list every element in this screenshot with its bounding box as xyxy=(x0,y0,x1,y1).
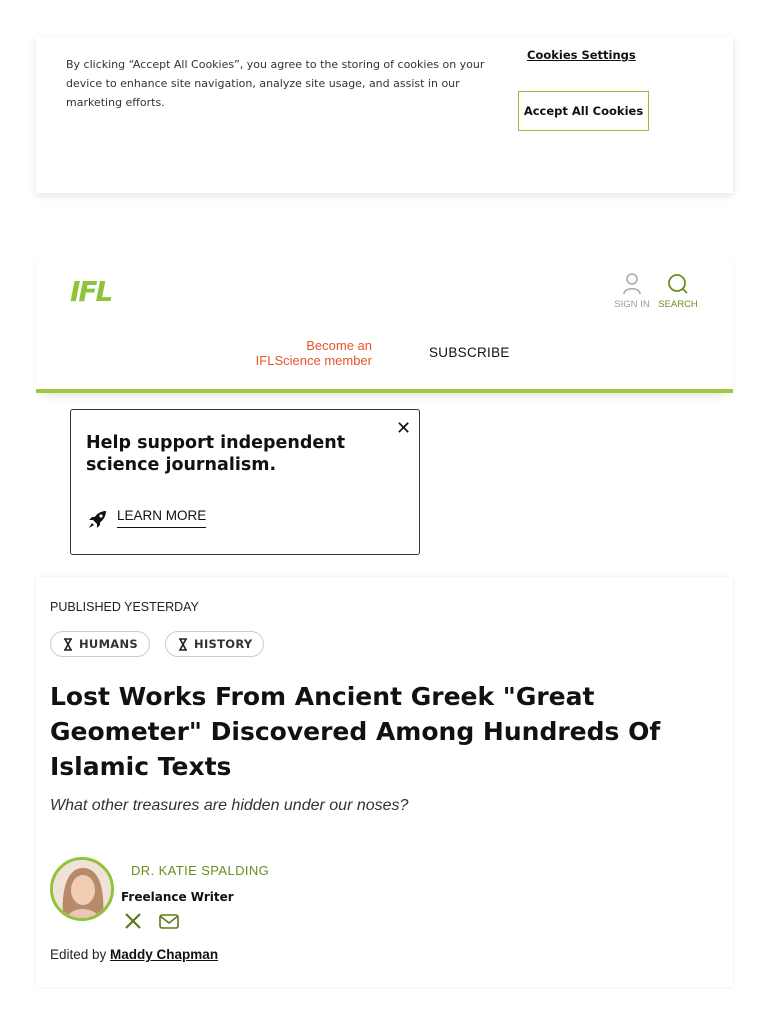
author-name-link[interactable]: DR. KATIE SPALDING xyxy=(131,863,270,878)
editor-link[interactable]: Maddy Chapman xyxy=(110,947,219,962)
hourglass-icon xyxy=(63,638,73,651)
support-box xyxy=(70,409,420,555)
tag-list xyxy=(50,631,264,657)
author-avatar[interactable] xyxy=(50,857,114,921)
tag-humans[interactable] xyxy=(50,631,150,657)
tag-label: HISTORY xyxy=(194,637,253,651)
search-button[interactable] xyxy=(653,273,703,310)
close-icon[interactable]: ✕ xyxy=(396,418,412,439)
learn-more-link[interactable]: LEARN MORE xyxy=(117,508,206,528)
search-label: SEARCH xyxy=(658,299,698,310)
header-accent-bar xyxy=(36,389,733,393)
cookie-text: By clicking “Accept All Cookies”, you agree to the storing of cookies on your device to enhance site navigation, analyze site usage, and assist in our marketing efforts. xyxy=(66,58,485,109)
support-title: Help support independent science journalism. xyxy=(86,433,346,475)
x-twitter-icon[interactable] xyxy=(125,913,141,929)
member-line-2: IFLScience member xyxy=(255,353,372,368)
hourglass-icon xyxy=(178,638,188,651)
edited-by xyxy=(50,947,218,962)
rocket-icon xyxy=(88,509,108,529)
sign-in-button[interactable] xyxy=(612,273,652,310)
mail-icon[interactable] xyxy=(159,914,179,929)
tag-label: HUMANS xyxy=(79,637,139,651)
article-subhead: What other treasures are hidden under our noses? xyxy=(50,797,409,814)
edited-by-prefix: Edited by xyxy=(50,947,111,962)
become-member-link[interactable] xyxy=(232,338,372,368)
sign-in-label: SIGN IN xyxy=(614,299,650,310)
accept-all-cookies-button[interactable]: Accept All Cookies xyxy=(518,91,649,131)
subscribe-link[interactable]: SUBSCRIBE xyxy=(429,345,510,360)
member-line-1: Become an xyxy=(306,338,372,353)
article xyxy=(36,577,733,987)
published-date: PUBLISHED YESTERDAY xyxy=(50,600,199,614)
author-social-links xyxy=(125,913,179,929)
cookie-banner xyxy=(36,37,733,193)
cookies-settings-link[interactable]: Cookies Settings xyxy=(527,48,636,62)
search-icon xyxy=(667,273,689,295)
tag-history[interactable] xyxy=(165,631,264,657)
site-logo[interactable]: IFL xyxy=(70,275,112,308)
article-headline: Lost Works From Ancient Greek "Great Geometer" Discovered Among Hundreds Of Islamic Texts xyxy=(50,682,661,781)
site-header xyxy=(36,247,733,393)
user-icon xyxy=(623,273,641,295)
author-role: Freelance Writer xyxy=(121,890,234,904)
